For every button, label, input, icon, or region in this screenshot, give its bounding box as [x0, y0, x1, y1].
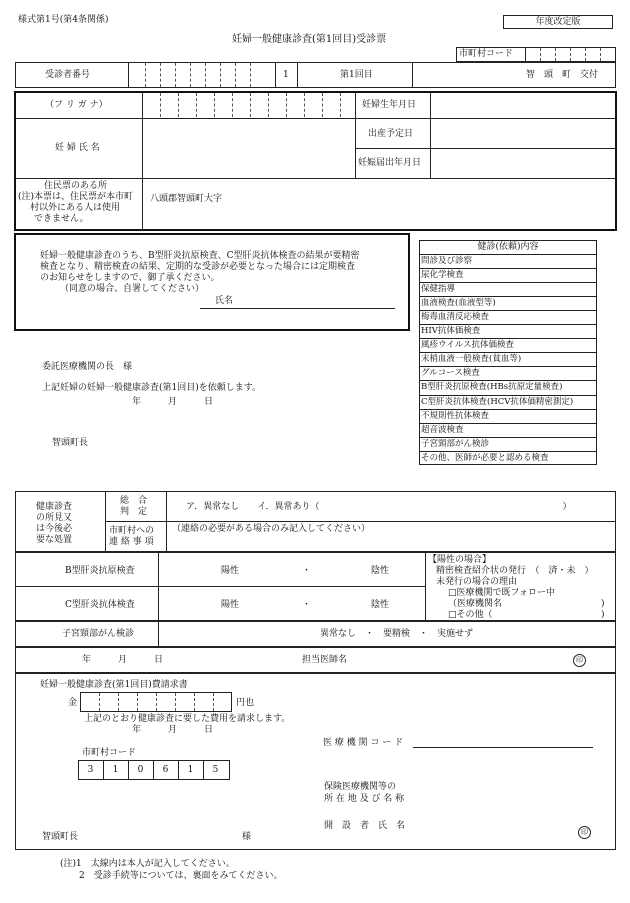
request-date: 年 月 日 — [132, 397, 214, 407]
overall-label-2: 判 定 — [120, 507, 148, 517]
exam-list-title: 健診(依頼)内容 — [477, 242, 539, 252]
issuer-label: 智 頭 町 交付 — [526, 70, 599, 80]
exam-item: 不規則性抗体検査 — [421, 410, 490, 421]
exam-item: 超音波検査 — [421, 424, 464, 435]
visit-label: 第1回目 — [340, 70, 373, 80]
exam-item-divider — [419, 254, 597, 255]
institution-address-label-1: 保険医療機関等の — [324, 782, 397, 792]
exam-item-divider — [419, 409, 597, 410]
billing-to: 智頭町長 — [42, 832, 79, 842]
address-label: 住民票のある所 — [44, 181, 108, 191]
positive-case-line-5[interactable]: □その他（ — [448, 610, 493, 620]
address-note-1: (注)本票は、住民票が本市町 — [18, 192, 134, 202]
request-to: 委託医療機関の長 様 — [42, 362, 133, 372]
city-code-digit: 1 — [187, 765, 194, 775]
hepc-positive[interactable]: 陽性 — [221, 600, 240, 610]
exam-item: グルコース検査 — [421, 368, 480, 379]
furigana-label: （フ リ ガ ナ） — [45, 100, 108, 110]
hepb-negative[interactable]: 陰性 — [371, 566, 390, 576]
exam-item-divider — [419, 451, 597, 452]
form-number: 様式第1号(第4条関係) — [18, 15, 109, 25]
doctor-label: 担当医師名 — [302, 655, 348, 665]
billing-body: 上記のとおり健康診査に要した費用を請求します。 — [84, 714, 291, 724]
revision-badge: 年度改定版 — [503, 15, 613, 29]
founder-label: 開 設 者 氏 名 — [324, 821, 406, 831]
positive-case-title: 【陽性の場合】 — [428, 555, 492, 565]
exam-item-divider — [419, 423, 597, 424]
signature-line[interactable] — [200, 308, 395, 309]
consent-text-1: 妊婦一般健康診査のうち、B型肝炎抗原検査、C型肝炎抗体検査の結果が要精密 — [40, 251, 360, 261]
exam-item: 問診及び診察 — [421, 256, 473, 266]
visit-number: 1 — [283, 70, 289, 80]
positive-case-line-3[interactable]: □医療機関で既フォロー中 — [448, 588, 556, 598]
institution-address-label-2: 所 在 地 及 び 名 称 — [324, 794, 405, 804]
positive-case-paren-2: ) — [601, 610, 605, 620]
cervical-value: 異常なし ・ 要精検 ・ 実施せず — [320, 629, 474, 639]
due-date-label: 出産予定日 — [368, 129, 414, 139]
doctor-seal-icon: 印 — [573, 654, 586, 667]
exam-item: 血液検査(血液型等) — [421, 298, 496, 309]
findings-label-2: の所見又 — [36, 513, 73, 523]
consent-text-2: 検査となり、精密検査の結果、定期的な受診が必要となった場合には定期検査 — [40, 262, 356, 272]
contact-label-2: 連 絡 事 項 — [109, 537, 154, 547]
exam-item-divider — [419, 296, 597, 297]
billing-title: 妊婦一般健康診査(第1回目)費請求書 — [40, 680, 188, 690]
amount-prefix: 金 — [68, 698, 78, 708]
positive-case-line-2: 未発行の場合の理由 — [436, 577, 518, 587]
exam-item-divider — [419, 437, 597, 438]
exam-item: 梅毒血清反応検査 — [421, 312, 490, 323]
consent-sign-label: 氏名 — [215, 296, 234, 306]
consent-text-3: のお知らせをしますので、御了承ください。 — [40, 273, 220, 283]
exam-item: B型肝炎抗原検査(HBs抗原定量検査) — [421, 382, 563, 393]
request-body: 上記妊婦の妊婦一般健康診査(第1回目)を依頼します。 — [42, 383, 262, 393]
billing-date: 年 月 日 — [132, 725, 214, 735]
exam-item: 子宮頸部がん検診 — [421, 438, 490, 449]
hepb-separator: ・ — [302, 566, 312, 576]
city-code-digit: 1 — [112, 765, 119, 775]
city-code-digit: 3 — [87, 765, 94, 775]
exam-item: C型肝炎抗体検査(HCV抗体価精密測定) — [421, 396, 574, 407]
hepb-label: B型肝炎抗原検査 — [65, 566, 135, 576]
address-note-3: できません。 — [34, 214, 89, 224]
contact-label-1: 市町村への — [109, 526, 155, 536]
billing-city-code-label: 市町村コード — [82, 748, 137, 758]
findings-label-4: 要な処置 — [36, 535, 73, 545]
positive-case-paren-1: ) — [601, 599, 605, 609]
pregnancy-report-label: 妊娠届出年月日 — [358, 158, 422, 168]
exam-item: 尿化学検査 — [421, 270, 464, 281]
overall-label-1: 総 合 — [120, 496, 148, 506]
findings-label-1: 健康診査 — [36, 502, 73, 512]
exam-item: 末梢血液一般検査(貧血等) — [421, 354, 522, 365]
name-label: 妊 婦 氏 名 — [55, 143, 100, 153]
note-1: (注)1 太線内は本人が記入してください。 — [60, 859, 235, 869]
address-note-2: 村以外にある人は使用 — [30, 203, 121, 213]
institution-code-label: 医 療 機 関 コ ー ド — [323, 738, 404, 748]
positive-case-line-4: （医療機関名 — [448, 599, 503, 609]
amount-suffix: 円也 — [236, 698, 255, 708]
exam-item-divider — [419, 268, 597, 269]
positive-case-line-1: 精密検査紹介状の発行 （ 済・未 ） — [436, 566, 594, 576]
doctor-date: 年 月 日 — [82, 655, 164, 665]
city-code-digit: 6 — [162, 765, 169, 775]
note-2: 2 受診手続等については、裏面をみてください。 — [79, 871, 283, 881]
hepb-positive[interactable]: 陽性 — [221, 566, 240, 576]
overall-value: ア．異常なし イ．異常あり（ ） — [186, 502, 572, 512]
founder-seal-icon: 印 — [578, 826, 591, 839]
request-from: 智頭町長 — [52, 438, 89, 448]
patient-number-label: 受診者番号 — [45, 70, 91, 80]
city-code-digit: 0 — [137, 765, 144, 775]
exam-item-divider — [419, 395, 597, 396]
exam-item: 風疹ウイルス抗体価検査 — [421, 340, 514, 351]
birth-date-label: 妊婦生年月日 — [362, 100, 417, 110]
cervical-label: 子宮頸部がん検診 — [62, 629, 135, 639]
hepc-separator: ・ — [302, 600, 312, 610]
consent-text-4: （同意の場合、自署してください） — [60, 284, 205, 294]
findings-label-3: は今後必 — [36, 524, 73, 534]
city-code-label: 市町村コード — [459, 49, 514, 59]
billing-to-suffix: 様 — [242, 832, 252, 842]
exam-item-divider — [419, 282, 597, 283]
form-title: 妊婦一般健康診査(第1回目)受診票 — [232, 34, 387, 45]
hepc-label: C型肝炎抗体検査 — [65, 600, 135, 610]
hepc-negative[interactable]: 陰性 — [371, 600, 390, 610]
exam-item: HIV抗体価検査 — [421, 326, 481, 337]
exam-item: その他、医師が必要と認める検査 — [421, 452, 549, 463]
institution-code-line[interactable] — [413, 747, 593, 748]
contact-note: （連絡の必要がある場合のみ記入してください） — [172, 524, 371, 534]
address-value: 八頭郡智頭町大字 — [150, 194, 223, 204]
exam-item: 保健指導 — [421, 284, 456, 295]
city-code-digit: 5 — [212, 765, 219, 775]
